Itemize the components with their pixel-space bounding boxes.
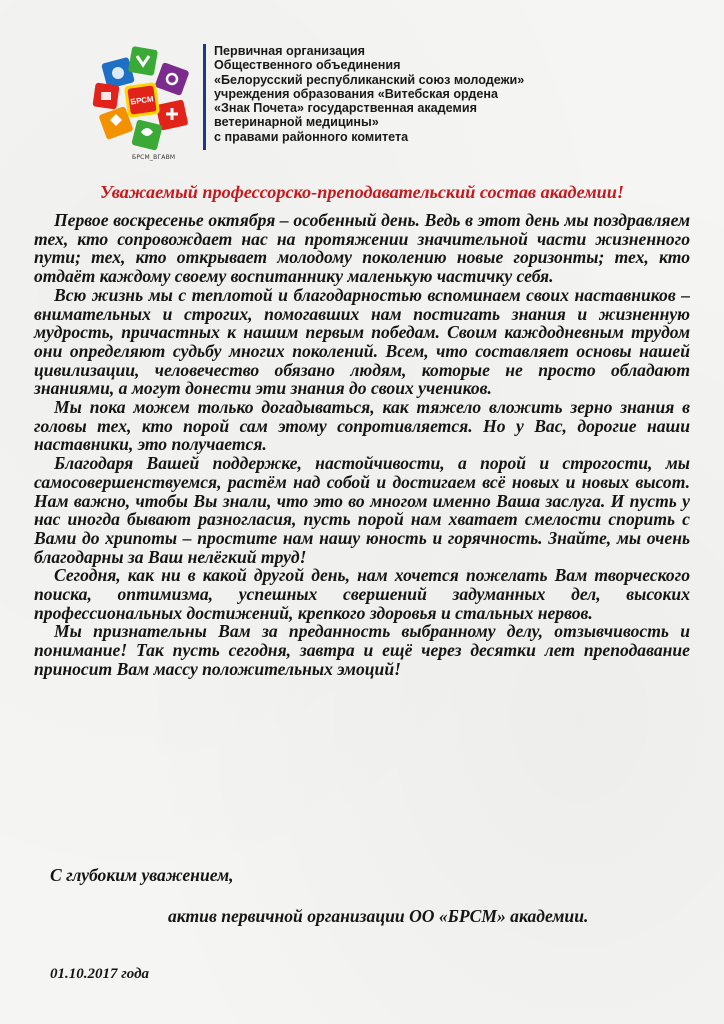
letter-paragraph: Мы пока можем только догадываться, как тяжело вложить зерно знания в головы тех, кто порой сам этому сопротивляется. Но у Вас, дорогие наши наставники, это получается. (34, 397, 690, 455)
logo-caption: БРСМ_ВГАВМ (132, 154, 176, 161)
letter-paragraph: Мы признательны Вам за преданность выбранному делу, отзывчивость и понимание! Так пусть сегодня, завтра и ещё через десятки лет преподавание приносит Вам массу положительных эмоций! (34, 621, 690, 679)
letterhead (90, 44, 650, 162)
org-line: Первичная организация (214, 44, 365, 58)
brsm-logo (90, 44, 194, 162)
letter-paragraph: Сегодня, как ни в какой другой день, нам хочется пожелать Вам творческого поиска, оптимизма, успешных свершений задуманных дел, высоких профессиональных достижений, крепкого здоровья и стальных нервов. (34, 565, 690, 623)
org-line: с правами районного комитета (214, 129, 409, 144)
closing-phrase: С глубоким уважением, (50, 865, 234, 885)
org-line: ветеринарной медицины» (214, 115, 379, 130)
letter-paragraph: Благодаря Вашей поддержке, настойчивости, а порой и строгости, мы самосовершенствуемся, растём над собой и достигаем всё новых и новых высот. Нам важно, чтобы Вы знали, что это во многом именно Ваша заслуга. И пусть у нас иногда бывают разногласия, пусть порой нам хватает смелости спорить с Вами до хрипоты – простите нам нашу юность и горячность. Знайте, мы очень благодарны за Ваш нелёгкий труд! (34, 453, 690, 567)
org-line: «Белорусский республиканский союз молодежи» (214, 72, 525, 87)
letter-body (34, 211, 690, 679)
logo-badge-text: БРСМ (129, 94, 155, 107)
org-line: учреждения образования «Витебская ордена (214, 86, 499, 101)
letter-paragraph: Всю жизнь мы с теплотой и благодарностью вспоминаем своих наставников – внимательных и строгих, помогавших нам постигать знания и жизненную мудрость, причастных к нашим первым победам. Своим каждодневным трудом они определяют судьбу многих поколений. Всем, что составляет основы нашей цивилизации, человечество обязано людям, которые не просто обладают знаниями, а могут донести эти знания до своих учеников. (34, 284, 690, 399)
organization-name (214, 44, 554, 144)
letter-date: 01.10.2017 года (50, 966, 150, 982)
letter-paragraph: Первое воскресенье октября – особенный день. Ведь в этот день мы поздравляем тех, кто сопровождает нас на протяжении значительной части жизненного пути; тех, кто открывает молодому поколению новые горизонты; тех, кто отдаёт каждому своему воспитаннику маленькую частичку себя. (34, 210, 690, 287)
org-line: Общественного объединения (214, 58, 401, 73)
header-divider (203, 44, 206, 150)
signature: актив первичной организации ОО «БРСМ» академии. (168, 906, 589, 926)
letter-title: Уважаемый профессорско-преподавательский состав академии! (100, 182, 624, 202)
org-line: «Знак Почета» государственная академия (214, 101, 477, 116)
